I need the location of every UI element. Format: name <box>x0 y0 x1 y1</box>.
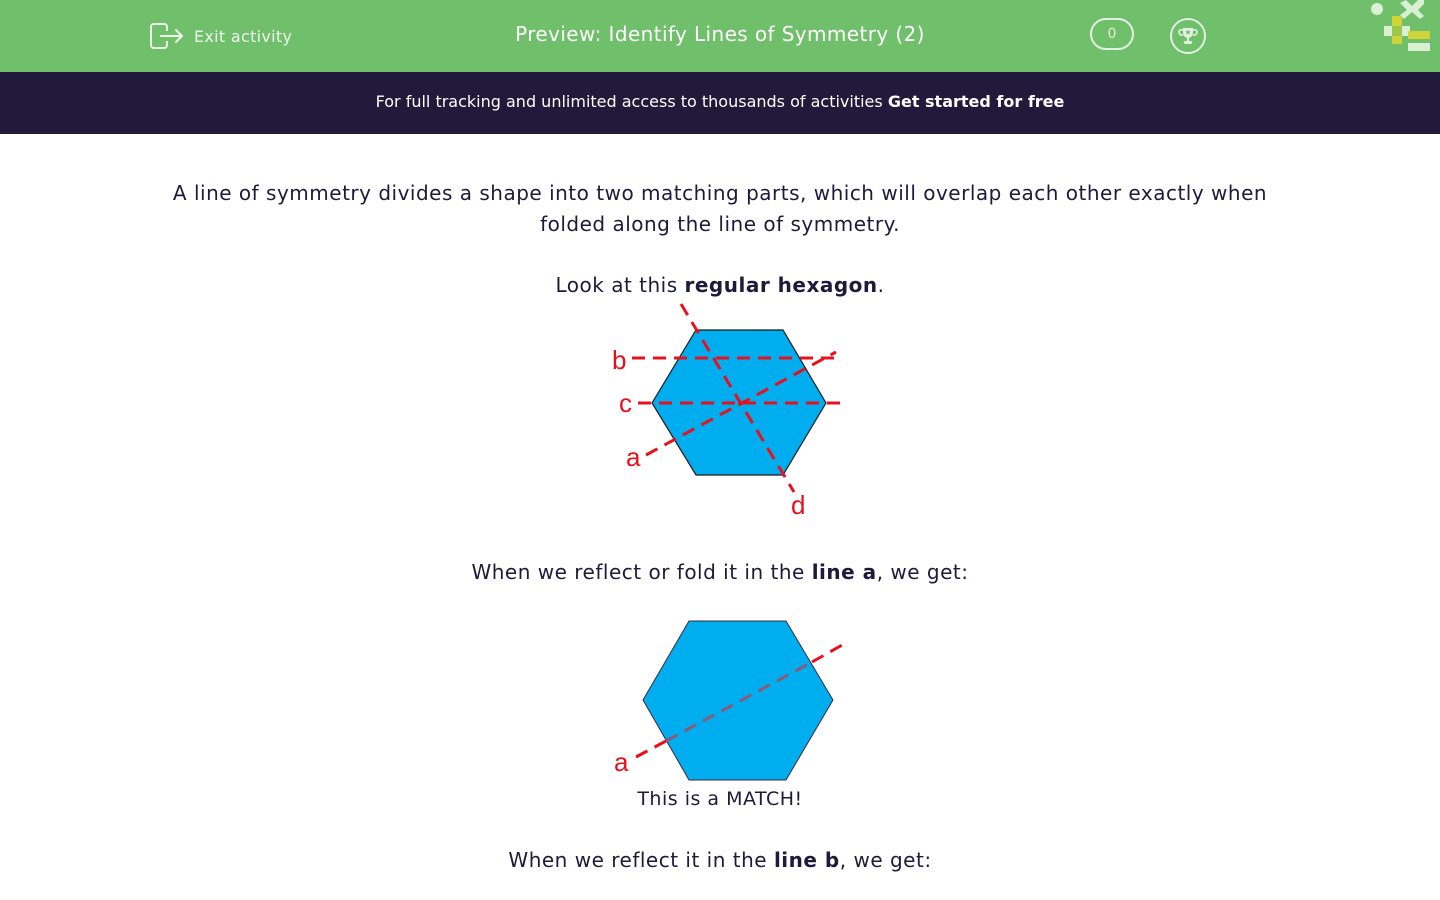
line-b-term: line b <box>773 848 840 872</box>
label-d: d <box>791 490 806 520</box>
banner-text: For full tracking and unlimited access to thousands of activities <box>375 92 888 111</box>
label-a: a <box>626 442 641 472</box>
trophy-button[interactable] <box>1170 18 1206 54</box>
regular-hexagon-term: regular hexagon <box>684 273 878 297</box>
trophy-icon <box>1177 25 1199 47</box>
reflect-line-a-text: When we reflect or fold it in the line a, we get: <box>471 560 969 584</box>
label-b: b <box>612 345 627 375</box>
top-bar <box>0 0 1440 72</box>
brand-logo <box>1368 0 1440 56</box>
score-badge: 0 <box>1090 18 1134 50</box>
label-c: c <box>619 388 632 418</box>
exit-activity-button[interactable] <box>150 22 292 50</box>
match-result: This is a MATCH! <box>637 788 803 810</box>
hexagon-shape-reflected <box>643 621 833 780</box>
hexagon-lines-figure <box>600 294 860 524</box>
look-instruction: Look at this regular hexagon. <box>555 273 885 297</box>
intro-paragraph: A line of symmetry divides a shape into two matching parts, which will overlap each other exactly when folded along the line of symmetry. <box>172 181 1268 236</box>
line-a-term: line a <box>811 560 877 584</box>
get-started-link[interactable]: Get started for free <box>887 92 1065 111</box>
reflection-a-figure <box>600 610 860 790</box>
page-title: Preview: Identify Lines of Symmetry (2) <box>515 22 925 46</box>
exit-icon <box>150 22 184 50</box>
signup-banner <box>0 72 1440 134</box>
exit-activity-label: Exit activity <box>194 26 293 46</box>
label-a-reflected: a <box>614 747 629 777</box>
reflect-line-b-text: When we reflect it in the line b, we get: <box>508 848 932 872</box>
